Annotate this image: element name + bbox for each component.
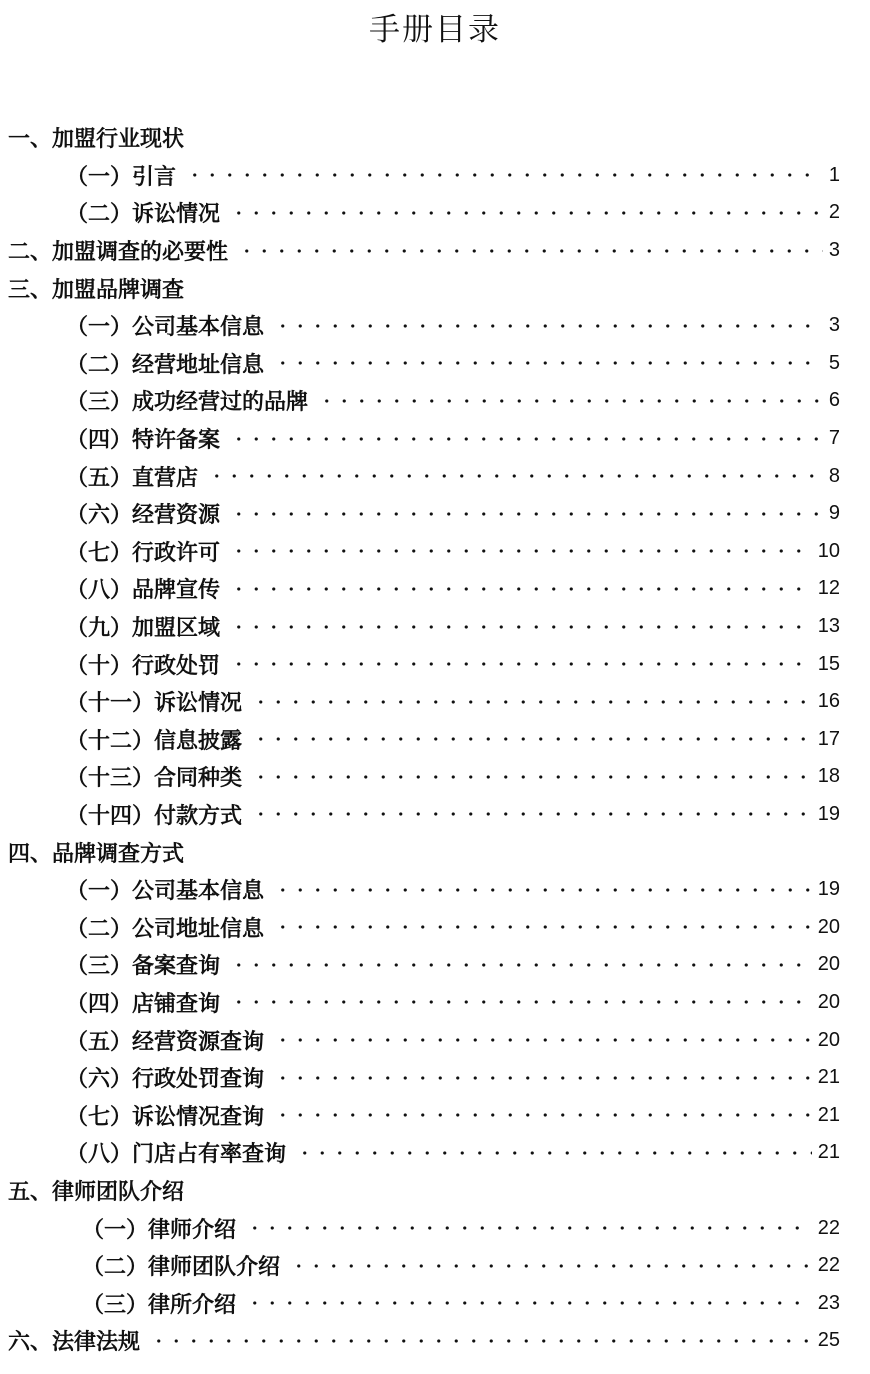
toc-dot-leader (208, 474, 823, 478)
toc-entry[interactable] (0, 1247, 870, 1285)
toc-page-number: 19 (817, 802, 840, 825)
toc-page-number: 21 (817, 1066, 840, 1089)
toc-entry[interactable] (0, 1134, 870, 1172)
toc-entry-label: （九）加盟区域 (66, 616, 221, 642)
toc-entry-label: （五）经营资源查询 (66, 1029, 265, 1055)
toc-entry[interactable] (0, 495, 870, 533)
toc-entry[interactable] (0, 1021, 870, 1059)
toc-page-number: 15 (817, 652, 840, 675)
toc-page-number: 17 (817, 727, 840, 750)
toc-entry[interactable] (0, 645, 870, 683)
toc-dot-leader (290, 1264, 812, 1268)
page-title: 手册目录 (369, 12, 501, 48)
toc-page-number: 2 (828, 201, 840, 224)
toc-entry[interactable] (0, 1059, 870, 1097)
toc-entry[interactable] (0, 833, 870, 871)
toc-entry-label: （四）店铺查询 (66, 991, 221, 1017)
toc-entry[interactable] (0, 721, 870, 759)
toc-dot-leader (186, 173, 823, 177)
toc-page-number: 9 (828, 502, 840, 525)
toc-page-number: 3 (828, 314, 840, 337)
toc-entry[interactable] (0, 1209, 870, 1247)
toc-entry-label: （七）诉讼情况查询 (66, 1104, 265, 1130)
toc-entry-label: （八）品牌宣传 (66, 578, 221, 604)
toc-entry-label: （六）行政处罚查询 (66, 1067, 265, 1093)
toc-page-number: 3 (828, 239, 840, 262)
toc-entry-label: （七）行政许可 (66, 540, 221, 566)
toc-entry[interactable] (0, 758, 870, 796)
toc-page-number: 6 (828, 389, 840, 412)
toc-entry-label: （二）律师团队介绍 (82, 1255, 281, 1281)
toc-entry-label: 三、加盟品牌调查 (8, 277, 185, 303)
toc-dot-leader (274, 1076, 812, 1080)
toc-entry-label: （十三）合同种类 (66, 766, 243, 792)
toc-page-number: 19 (817, 878, 840, 901)
toc-entry[interactable] (0, 608, 870, 646)
toc-entry-label: （四）特许备案 (66, 428, 221, 454)
toc-entry[interactable] (0, 1172, 870, 1210)
toc-dot-leader (252, 700, 812, 704)
toc-entry[interactable] (0, 194, 870, 232)
toc-dot-leader (252, 775, 812, 779)
toc-entry-label: （一）引言 (66, 164, 177, 190)
toc-dot-leader (274, 1113, 812, 1117)
toc-entry[interactable] (0, 382, 870, 420)
toc-page-number: 5 (828, 351, 840, 374)
toc-entry[interactable] (0, 232, 870, 270)
toc-dot-leader (274, 324, 823, 328)
toc-entry[interactable] (0, 796, 870, 834)
toc-dot-leader (274, 925, 812, 929)
toc-dot-leader (230, 625, 812, 629)
toc-page-number: 18 (817, 765, 840, 788)
toc-entry[interactable] (0, 908, 870, 946)
toc-entry-label: 一、加盟行业现状 (8, 127, 185, 153)
toc-page-number: 10 (817, 539, 840, 562)
toc-entry-label: （五）直营店 (66, 465, 199, 491)
toc-entry[interactable] (0, 307, 870, 345)
toc-dot-leader (230, 587, 812, 591)
toc-page-number: 25 (817, 1329, 840, 1352)
toc-entry[interactable] (0, 457, 870, 495)
toc-entry[interactable] (0, 157, 870, 195)
toc-entry[interactable] (0, 1096, 870, 1134)
toc-page-number: 23 (817, 1291, 840, 1314)
toc-entry-label: （二）公司地址信息 (66, 916, 265, 942)
toc-page-number: 20 (817, 915, 840, 938)
toc-entry-label: （二）经营地址信息 (66, 352, 265, 378)
toc-dot-leader (252, 737, 812, 741)
toc-entry[interactable] (0, 1284, 870, 1322)
table-of-contents (0, 119, 870, 1360)
toc-entry[interactable] (0, 269, 870, 307)
toc-page-number: 20 (817, 953, 840, 976)
toc-entry-label: 二、加盟调查的必要性 (8, 240, 229, 266)
toc-dot-leader (230, 549, 812, 553)
toc-entry-label: （六）经营资源 (66, 503, 221, 529)
toc-dot-leader (274, 1038, 812, 1042)
toc-entry-label: （八）门店占有率查询 (66, 1142, 287, 1168)
toc-entry[interactable] (0, 119, 870, 157)
toc-entry-label: （一）公司基本信息 (66, 315, 265, 341)
toc-page-number: 20 (817, 990, 840, 1013)
toc-dot-leader (318, 399, 823, 403)
toc-entry[interactable] (0, 871, 870, 909)
toc-entry[interactable] (0, 570, 870, 608)
toc-dot-leader (230, 211, 823, 215)
toc-entry-label: 六、法律法规 (8, 1330, 141, 1356)
toc-entry-label: （三）备案查询 (66, 954, 221, 980)
toc-entry-label: （十二）信息披露 (66, 728, 243, 754)
toc-page-number: 8 (828, 464, 840, 487)
toc-entry-label: （三）成功经营过的品牌 (66, 390, 309, 416)
toc-dot-leader (230, 963, 812, 967)
toc-page-number: 13 (817, 615, 840, 638)
toc-dot-leader (238, 249, 823, 253)
toc-entry-label: （十）行政处罚 (66, 653, 221, 679)
toc-dot-leader (230, 437, 823, 441)
toc-entry[interactable] (0, 946, 870, 984)
toc-entry-label: （十一）诉讼情况 (66, 691, 243, 717)
toc-dot-leader (296, 1151, 812, 1155)
toc-entry-label: （十四）付款方式 (66, 803, 243, 829)
toc-dot-leader (274, 888, 812, 892)
toc-dot-leader (230, 1000, 812, 1004)
toc-entry-label: 五、律师团队介绍 (8, 1179, 185, 1205)
toc-entry[interactable] (0, 984, 870, 1022)
toc-page-number: 21 (817, 1103, 840, 1126)
toc-page-number: 22 (817, 1216, 840, 1239)
toc-page-number: 22 (817, 1254, 840, 1277)
toc-page-number: 16 (817, 690, 840, 713)
toc-dot-leader (246, 1301, 812, 1305)
toc-entry-label: （一）公司基本信息 (66, 879, 265, 905)
toc-entry-label: （一）律师介绍 (82, 1217, 237, 1243)
toc-page-number: 1 (828, 163, 840, 186)
toc-entry-label: （二）诉讼情况 (66, 202, 221, 228)
toc-entry-label: （三）律所介绍 (82, 1292, 237, 1318)
toc-dot-leader (230, 662, 812, 666)
toc-dot-leader (252, 812, 812, 816)
toc-entry[interactable] (0, 533, 870, 571)
toc-page-number: 12 (817, 577, 840, 600)
toc-entry[interactable] (0, 1322, 870, 1360)
toc-page-number: 7 (828, 427, 840, 450)
toc-dot-leader (230, 512, 823, 516)
toc-entry[interactable] (0, 420, 870, 458)
toc-dot-leader (246, 1226, 812, 1230)
toc-entry-label: 四、品牌调查方式 (8, 841, 185, 867)
toc-entry[interactable] (0, 683, 870, 721)
toc-page-number: 20 (817, 1028, 840, 1051)
toc-page-number: 21 (817, 1141, 840, 1164)
toc-dot-leader (274, 361, 823, 365)
toc-entry[interactable] (0, 345, 870, 383)
toc-dot-leader (150, 1339, 812, 1343)
